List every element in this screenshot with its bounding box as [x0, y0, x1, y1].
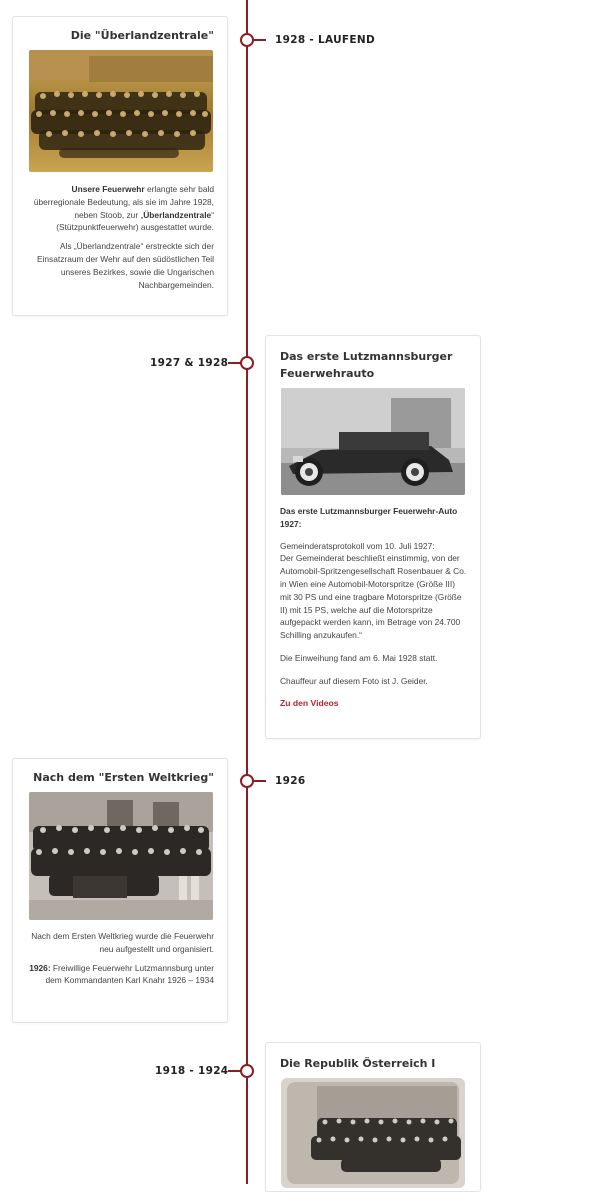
- timeline-node-icon: [240, 356, 254, 370]
- timeline-card: [265, 1042, 481, 1192]
- timeline-card: [12, 758, 228, 1023]
- card-paragraph: Nach dem Ersten Weltkrieg wurde die Feuerwehr neu aufgestellt und organisiert.: [31, 931, 214, 954]
- photo-republic-brigade: [281, 1078, 465, 1188]
- timeline-card: [265, 335, 481, 739]
- card-paragraph: 1926: Freiwillige Feuerwehr Lutzmannsburg unter dem Kommandanten Karl Knahr 1926 – 1934: [29, 962, 214, 986]
- card-paragraph: Der Gemeinderat beschließt einstimmig, von der Automobil-Spritzengesellschaft Rosenbauer & Co. in Wien eine Automobil-Motorspritze (Größe III) mit 30 PS und eine tragbare Motorspritze (Größe II) mit 15 PS, welche auf die Motorspritze aufgepackt werden kann, im Betrage von 24.700 Schilling anzukaufen.“: [280, 553, 467, 641]
- card-title: Nach dem "Ersten Weltkrieg": [33, 771, 214, 784]
- entry-date: 1918 - 1924: [155, 1065, 229, 1077]
- photo-brigade-after-war: [29, 792, 213, 920]
- timeline-line: [246, 0, 248, 1184]
- card-subtitle: Das erste Lutzmannsburger Feuerwehr-Auto 1927:: [280, 506, 458, 529]
- card-title: Die "Überlandzentrale": [70, 29, 214, 42]
- timeline-node-icon: [240, 1064, 254, 1078]
- entry-date: 1928 - LAUFEND: [275, 34, 375, 46]
- timeline-connector: [252, 780, 266, 782]
- videos-link[interactable]: Zu den Videos: [280, 697, 339, 708]
- timeline-card: [12, 16, 228, 316]
- card-paragraph: Die Einweihung fand am 6. Mai 1928 statt.: [280, 652, 438, 663]
- card-paragraph: Gemeinderatsprotokoll vom 10. Juli 1927:: [280, 540, 435, 551]
- card-paragraph: Chauffeur auf diesem Foto ist J. Geider.: [280, 675, 428, 686]
- card-paragraph: Als „Überlandzentrale“ erstreckte sich der Einsatzraum der Wehr auf den südöstlichen Teil unseres Bezirkes, sowie die Ungarischen Nachbargemeinden.: [36, 241, 214, 290]
- entry-date: 1927 & 1928: [150, 357, 229, 369]
- photo-vintage-fire-truck: [281, 388, 465, 495]
- card-paragraph: Unsere Feuerwehr erlangte sehr bald überregionale Bedeutung, als sie im Jahre 1928, neben Stoob, zur „Überlandzentrale“ (Stützpunktfeuerwehr) ausgestattet wurde.: [33, 184, 214, 233]
- entry-date: 1926: [275, 775, 306, 787]
- timeline-connector: [252, 39, 266, 41]
- photo-fire-brigade-group: [29, 50, 213, 172]
- card-title: Die Republik Österreich I: [280, 1057, 436, 1070]
- card-title: Das erste Lutzmannsburger Feuerwehrauto: [280, 350, 453, 380]
